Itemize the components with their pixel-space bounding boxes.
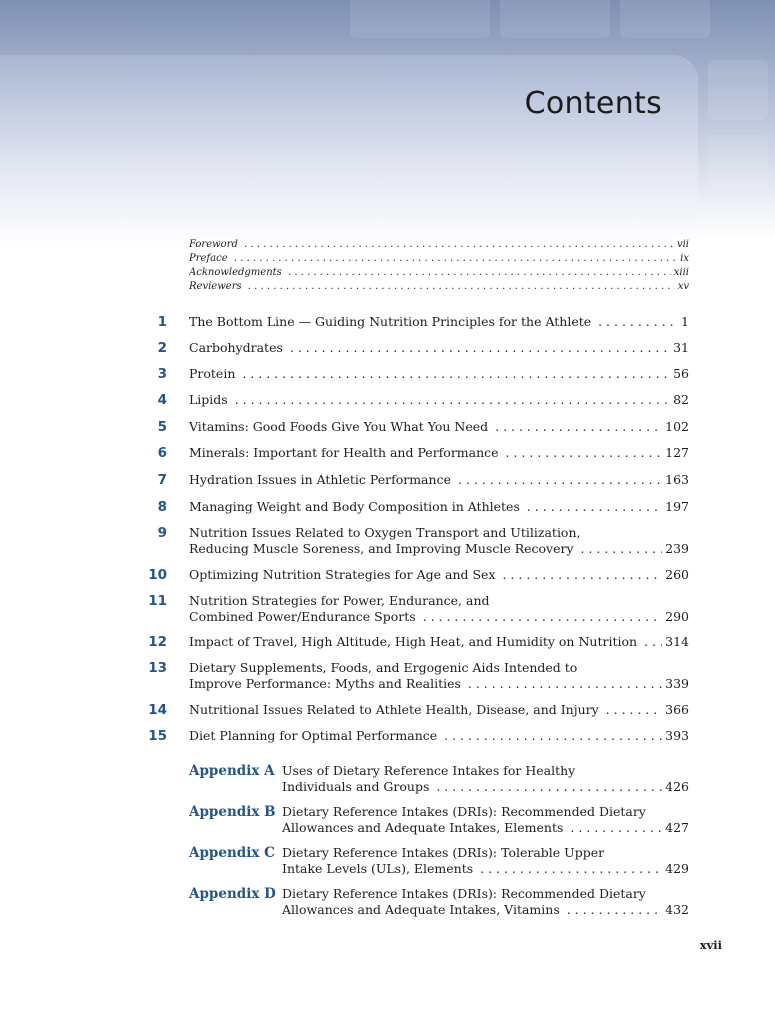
chapter-page: 163 [662,472,689,488]
chapter-page: 393 [662,728,689,744]
chapter-page: 197 [662,499,689,515]
chapter-number: 2 [157,340,167,356]
front-matter-entry[interactable] [189,265,689,280]
appendix-page: 432 [662,902,689,918]
chapter-line [189,340,689,356]
chapter-title: Minerals: Important for Health and Performance [189,445,502,460]
chapter-entry[interactable] [145,660,689,692]
chapter-page: 102 [662,419,689,435]
chapter-title: Managing Weight and Body Composition in Athletes [189,499,523,514]
appendix-line [282,902,689,918]
appendix-title: Dietary Reference Intakes (DRIs): Recommended Dietary [282,886,646,901]
chapter-title-cont: Combined Power/Endurance Sports [189,609,419,624]
chapter-entry[interactable] [145,499,689,515]
chapter-number: 13 [148,660,167,676]
chapter-number: 12 [148,634,167,650]
appendix-label: Appendix D [189,886,276,902]
chapter-line [189,445,689,461]
chapter-entry[interactable] [145,419,689,435]
chapter-title: Protein [189,366,238,381]
chapter-number: 1 [157,314,167,330]
chapter-line [189,314,689,330]
appendix-page: 427 [662,820,689,836]
chapter-title: Nutrition Strategies for Power, Endurance, and [189,593,490,608]
chapter-number: 3 [157,366,167,382]
chapter-entry[interactable] [145,445,689,461]
appendix-label: Appendix B [189,804,276,820]
chapter-line [189,609,689,625]
chapter-entry[interactable] [145,525,689,557]
entry-title: Foreword [189,239,241,250]
appendix-entry[interactable] [189,886,689,918]
appendix-page: 429 [662,861,689,877]
chapter-line [189,499,689,515]
appendix-title-cont: Allowances and Adequate Intakes, Elements [282,820,566,835]
chapter-line [189,728,689,744]
front-matter-entry[interactable] [189,279,689,294]
chapter-number: 7 [157,472,167,488]
entry-title: Preface [189,253,231,264]
appendix-line [282,861,689,877]
chapter-page: 82 [670,392,689,408]
appendix-line [282,820,689,836]
chapter-number: 5 [157,419,167,435]
chapter-number: 10 [148,567,167,583]
entry-page: xv [675,279,689,294]
chapter-title: Optimizing Nutrition Strategies for Age and Sex [189,567,499,582]
chapter-line [189,392,689,408]
chapter-entry[interactable] [145,634,689,650]
appendix-page: 426 [662,779,689,795]
appendix-title: Dietary Reference Intakes (DRIs): Recommended Dietary [282,804,646,819]
entry-title: Reviewers [189,281,245,292]
front-matter-entry[interactable] [189,237,689,252]
chapter-entry[interactable] [145,728,689,744]
chapter-title: The Bottom Line — Guiding Nutrition Principles for the Athlete [189,314,594,329]
chapter-number: 6 [157,445,167,461]
chapter-number: 4 [157,392,167,408]
appendix-entry[interactable] [189,804,689,836]
chapter-title: Impact of Travel, High Altitude, High Heat, and Humidity on Nutrition [189,634,640,649]
appendix-entry[interactable] [189,763,689,795]
chapter-page: 290 [662,609,689,625]
chapter-line [189,634,689,650]
chapter-number: 11 [148,593,167,609]
chapter-title: Lipids [189,392,231,407]
chapter-entry[interactable] [145,593,689,625]
appendix-label: Appendix C [189,845,275,861]
chapter-title: Diet Planning for Optimal Performance [189,728,440,743]
chapter-page: 127 [662,445,689,461]
appendix-line [282,779,689,795]
appendix-title-cont: Intake Levels (ULs), Elements [282,861,476,876]
appendix-title-cont: Individuals and Groups [282,779,432,794]
appendix-title-cont: Allowances and Adequate Intakes, Vitamins [282,902,563,917]
chapter-number: 9 [157,525,167,541]
entry-title: Acknowledgments [189,267,285,278]
chapter-line [189,567,689,583]
chapter-number: 15 [148,728,167,744]
page-number: xvii [699,938,722,952]
chapter-page: 314 [662,634,689,650]
chapter-page: 260 [662,567,689,583]
chapter-line [189,419,689,435]
chapter-entry[interactable] [145,366,689,382]
chapter-number: 8 [157,499,167,515]
chapter-page: 56 [670,366,689,382]
chapter-entry[interactable] [145,392,689,408]
page-title: Contents [524,86,662,121]
chapter-title: Hydration Issues in Athletic Performance [189,472,454,487]
chapter-title: Nutritional Issues Related to Athlete Health, Disease, and Injury [189,702,602,717]
chapter-line [189,366,689,382]
chapter-page: 31 [670,340,689,356]
appendix-title: Uses of Dietary Reference Intakes for Healthy [282,763,576,778]
entry-page: vii [674,237,689,252]
entry-page: xiii [671,265,689,280]
chapter-title: Carbohydrates [189,340,286,355]
chapter-page: 339 [662,676,689,692]
chapter-title-cont: Reducing Muscle Soreness, and Improving Muscle Recovery [189,541,577,556]
chapter-title: Vitamins: Good Foods Give You What You Need [189,419,491,434]
chapter-title-cont: Improve Performance: Myths and Realities [189,676,464,691]
chapter-page: 366 [662,702,689,718]
chapter-entry[interactable] [145,702,689,718]
chapter-page: 1 [678,314,689,330]
entry-page: ix [677,251,689,266]
chapter-line [189,541,689,557]
panel-gradient [0,55,698,245]
front-matter-entry[interactable] [189,251,689,266]
chapter-line [189,702,689,718]
chapter-line [189,676,689,692]
chapter-entry[interactable] [145,472,689,488]
appendix-title: Dietary Reference Intakes (DRIs): Tolerable Upper [282,845,605,860]
appendix-entry[interactable] [189,845,689,877]
chapter-entry[interactable] [145,340,689,356]
chapter-number: 14 [148,702,167,718]
chapter-entry[interactable] [145,314,689,330]
chapter-entry[interactable] [145,567,689,583]
chapter-line [189,472,689,488]
chapter-title: Dietary Supplements, Foods, and Ergogenic Aids Intended to [189,660,578,675]
chapter-title: Nutrition Issues Related to Oxygen Transport and Utilization, [189,525,581,540]
appendix-label: Appendix A [189,763,275,779]
chapter-page: 239 [662,541,689,557]
